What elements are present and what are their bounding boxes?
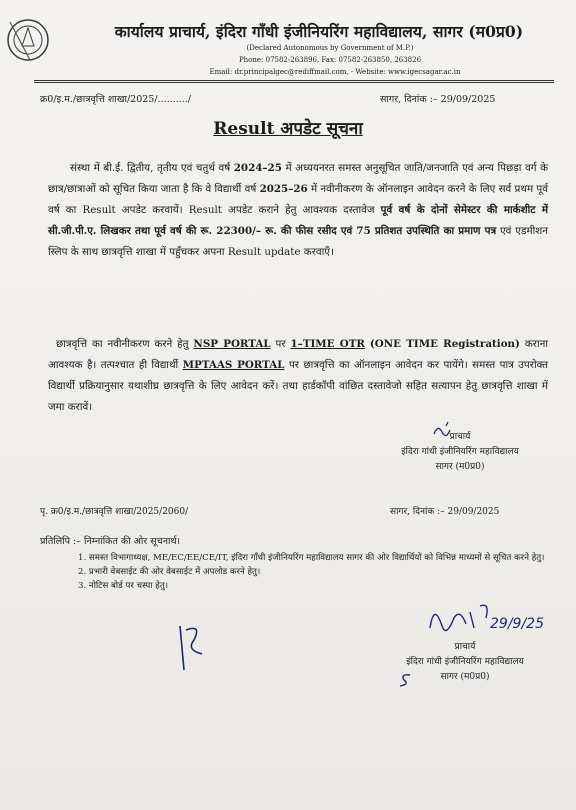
copy-to-item: 1. समस्त विभागाध्यक्ष, ME/EC/EE/CE/IT, इंदिरा गाँधी इंजीनियरिंग महाविद्यालय सागर की ओर विद्यार्थियों को विभिन्न माध्यमों से सूचित करने हेतु। [78, 553, 545, 563]
header-email-website: Email: dr.principalgec@rediffmail.com, - Website: www.igecsagar.ac.in [209, 68, 461, 76]
signatory2-place: सागर (म0प्र0) [440, 672, 490, 682]
p2-text-c: पर [270, 338, 291, 350]
copy-to-item: 2. प्रभारी वेबसाईट की ओर वेबसाईट में अपलोड करने हेतु। [78, 567, 261, 577]
header-phone: Phone: 07582-263896, Fax: 07582-263850, 263826 [238, 56, 422, 64]
signatory-title: प्राचार्य [449, 432, 471, 442]
copy-to-item: 3. नोटिस बोर्ड पर चस्पा हेतु। [78, 581, 168, 591]
p2-text-i: पर छात्रवृत्ति का ऑनलाइन आवेदन कर पायेंगे। समस्त पात्र उपरोक्त विद्यार्थी प्रक्रियानुसार यथाशीघ्र छात्रवृत्ति के लिए आवेदन करें। तथा हार्डकॉपी वांछित दस्तावेजो सहित सत्यापन हेतु छात्रवृत्ति शाखा में जमा करावें। [48, 359, 549, 413]
signatory2-title: प्राचार्य [454, 642, 476, 652]
signatory-block-2 [365, 640, 565, 685]
p1-text-e: में नवीनीकरण के ऑनलाइन आवेदन करने के लिए सर्व प्रथम पूर्व वर्ष का Result अपडेट करवायें। Result अपडेट कराने हेतु आवश्यक दस्तावेज [48, 183, 548, 216]
copy-to-list [78, 552, 548, 594]
reference-date: सागर, दिनांक :– 29/09/2025 [380, 94, 496, 105]
p2-text-g: कराना आवश्यक है। तत्पश्चात ही विद्यार्थी [48, 338, 548, 371]
reference-number: क्र0/इ.म./छात्रवृत्ति शाखा/2025/........../ [40, 94, 191, 105]
p2-text-a: छात्रवृत्ति का नवीनीकरण करने हेतु [56, 338, 194, 350]
paragraph-1 [48, 158, 548, 263]
header-title: कार्यालय प्राचार्य, इंदिरा गाँधी इंजीनियरिंग महाविद्यालय, सागर (म0प्र0) [114, 22, 524, 41]
college-logo [4, 16, 52, 64]
copy-reference-date: सागर, दिनांक :– 29/09/2025 [390, 507, 500, 517]
one-time-registration: (ONE TIME Registration) [369, 338, 520, 350]
header-divider-double [34, 82, 554, 83]
header-divider [34, 80, 554, 81]
signatory-institute: इंदिरा गांधी इंजीनियरिंग महाविद्यालय [401, 447, 519, 457]
p1-text-c: में अध्ययनरत समस्त अनुसूचित जाति/जनजाति एवं अन्य पिछड़ा वर्ग के छात्र/छात्राओं को सूचित किया जाता है कि वे विद्यार्थी वर्ष [48, 162, 548, 195]
signatory2-institute: इंदिरा गांधी इंजीनियरिंग महाविद्यालय [406, 657, 524, 667]
p1-text-g: एवं एडमीशन स्लिप के साथ छात्रवृत्ति शाखा में पहुँचकर अपना Result update करवाएँ। [48, 225, 548, 258]
p1-renewal-year: 2025–26 [259, 183, 308, 195]
signatory-block [360, 430, 560, 475]
copy-reference-number: पृ. क्र0/इ.म./छात्रवृत्ति शाखा/2025/2060/ [40, 507, 189, 517]
header-declared: (Declared Autonomous by Government of M.P.) [246, 44, 414, 52]
p1-session-year: 2024–25 [233, 162, 282, 174]
copy-to-heading: प्रतिलिपि :– निम्नांकित की ओर सूचनार्थ। [40, 536, 181, 547]
signature-date: 29/9/25 [490, 616, 544, 632]
clerk-initials [172, 620, 212, 680]
mptaas-portal: MPTAAS PORTAL [182, 359, 285, 371]
nsp-portal: NSP PORTAL [193, 338, 271, 350]
signatory-place: सागर (म0प्र0) [435, 462, 485, 472]
p1-text-a: संस्था में बी.ई. द्वितीय, तृतीय एवं चतुर्थ वर्ष [70, 162, 234, 174]
paragraph-2 [48, 334, 548, 418]
one-time-otr: 1–TIME OTR [290, 338, 365, 350]
notice-subject: Result अपडेट सूचना [213, 119, 363, 139]
p1-required-documents: पूर्व वर्ष के दोनों सेमेस्टर की मार्कशीट में सी.जी.पी.ए. लिखकर तथा पूर्व वर्ष की रू. 22300/– रू. की फीस रसीद एवं 75 प्रतिशत उपस्थिति का प्रमाण पत्र [48, 204, 548, 237]
